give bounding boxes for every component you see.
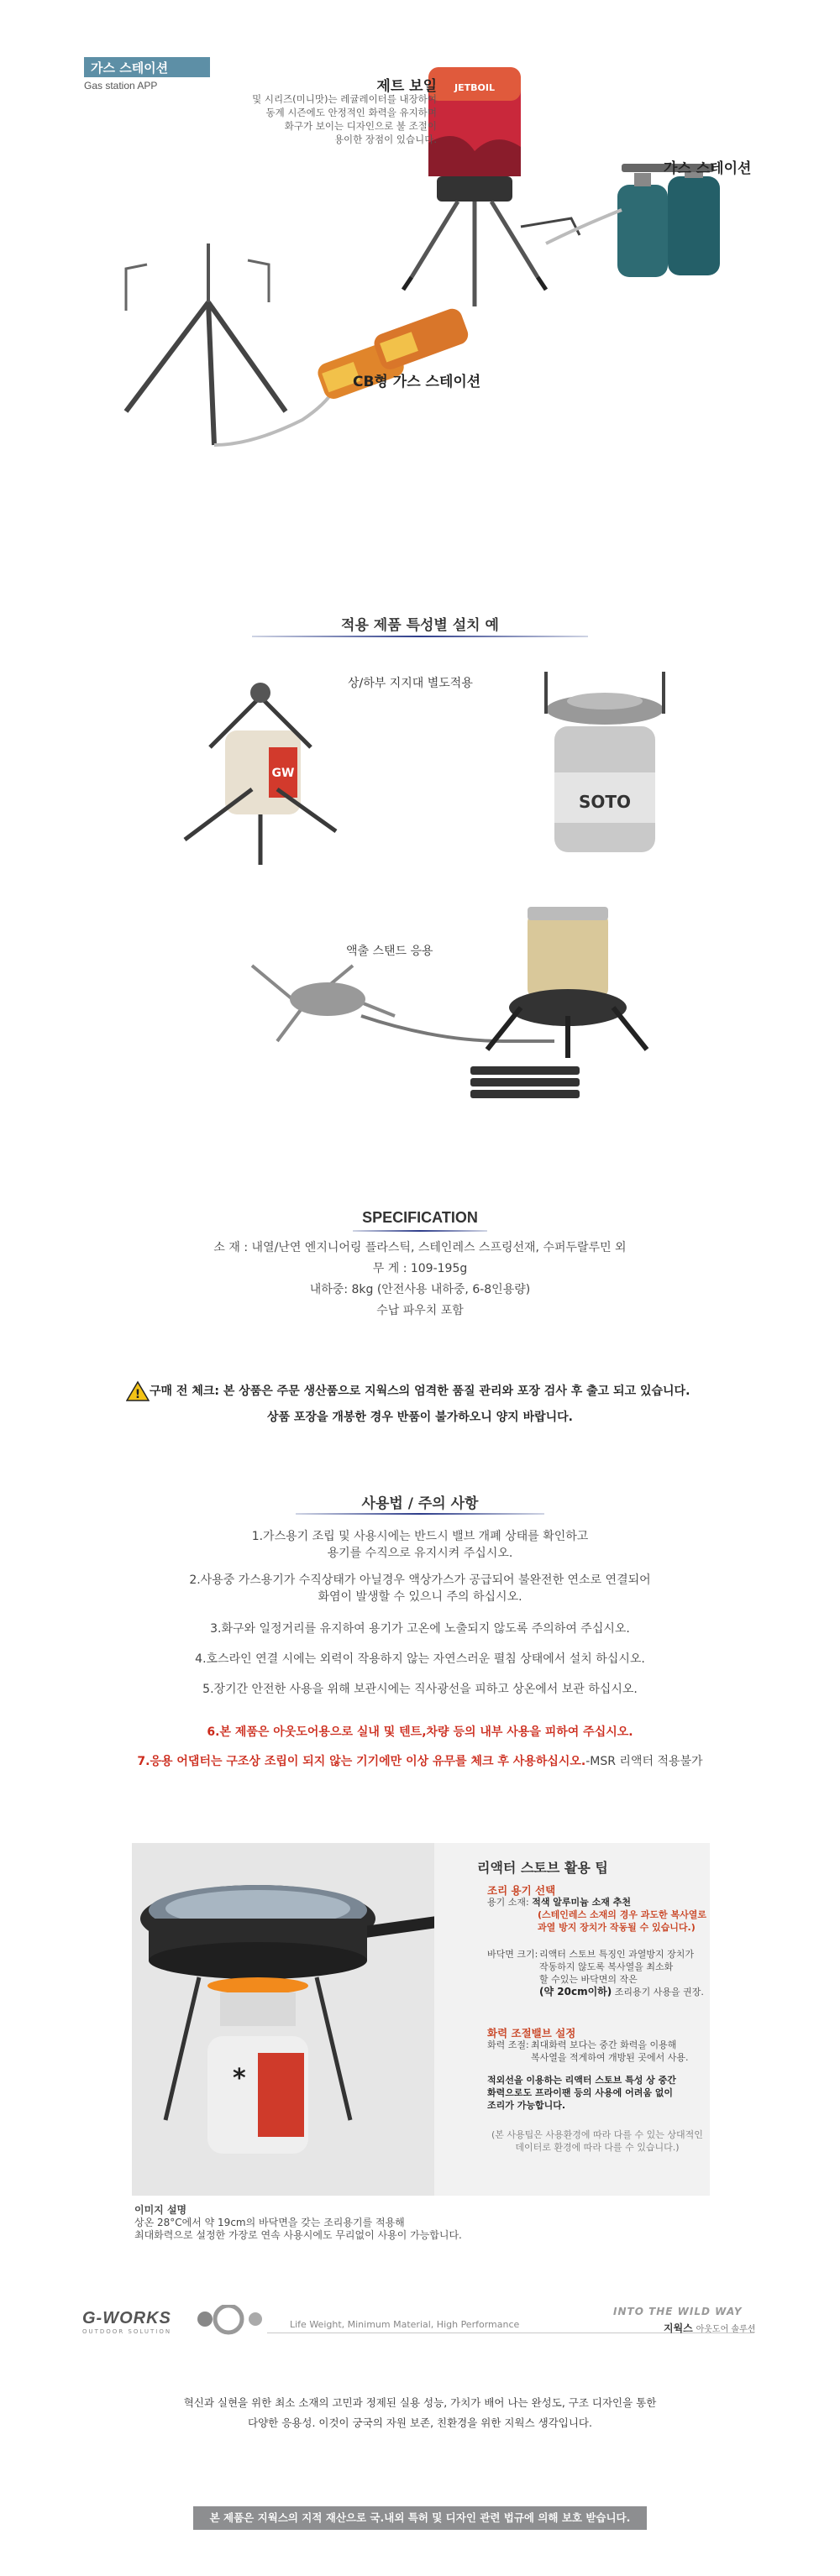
install-heading: 적용 제품 특성별 설치 예 [341, 617, 499, 634]
usage-item-3: 3.화구와 일정거리를 유지하여 용기가 고온에 노출되지 않도록 주의하여 주십시오. [210, 1622, 630, 1636]
usage-item-4: 4.호스라인 연결 시에는 외력이 작용하지 않는 자연스러운 펼침 상태에서 설치 하십시오. [195, 1652, 645, 1666]
page-title-tag: 가스 스테이션 [84, 57, 210, 77]
gworks-logo: G-WORKS [82, 2309, 171, 2327]
usage-item-7: 7.응용 어댑터는 구조상 조립이 되지 않는 기기에만 이상 유무를 체크 후 사용하십시오.-MSR 리액터 적용불가 [137, 1755, 703, 1768]
usage-item-6: 6.본 제품은 아웃도어용으로 실내 및 텐트,차량 등의 내부 사용을 피하여 주십시오. [207, 1725, 633, 1739]
svg-text:GW: GW [271, 767, 295, 780]
brand-tagline: INTO THE WILD WAY [613, 2306, 743, 2317]
spec-heading: SPECIFICATION [362, 1209, 478, 1226]
notice-line-1: 구매 전 체크: 본 상품은 주문 생산품으로 지웍스의 엄격한 품질 관리와 포장 검사 후 출고 되고 있습니다. [150, 1385, 690, 1398]
spec-material: 소 재 : 내열/난연 엔지니어링 플라스틱, 스테인레스 스프링선재, 수퍼두랄루민 외 [213, 1241, 627, 1254]
brand-company: 지웍스 아웃도어 솔루션 [664, 2322, 756, 2334]
stove-canister-image-1 [185, 683, 336, 865]
cb-gas-station-label: CB형 가스 스테이션 [353, 374, 481, 390]
tips-disclaimer: (본 사용팁은 사용환경에 따라 다를 수 있는 상대적인 데이터로 환경에 따라 다를 수 있습니다.) [491, 2129, 703, 2153]
gas-station-label: 가스 스테이션 [664, 160, 752, 177]
tips-material-warning: (스테인레스 소재의 경우 과도한 복사열로 과열 방지 장치가 작동될 수 있습니다.) [538, 1909, 706, 1933]
usage-item-5: 5.장기간 안전한 사용을 위해 보관시에는 직사광선을 피하고 상온에서 보관 하십시오. [202, 1683, 638, 1696]
tips-bottom-size-label: 바닥면 크기: [487, 1949, 538, 1960]
jetboil-title: 제트 보일 [376, 78, 437, 95]
reactor-stove-photo [132, 1843, 434, 2196]
svg-text:*: * [233, 2064, 246, 2093]
page-subtitle: Gas station APP [84, 80, 158, 92]
image-caption: 이미지 설명 상온 28°C에서 약 19cm의 바닥면을 갖는 조리용기를 적용해 최대화력으로 설정한 가장로 연속 사용시에도 무리없이 사용이 가능합니다. [134, 2204, 462, 2241]
install-label-2: 액출 스탠드 응용 [346, 945, 433, 958]
spec-heading-rule [353, 1230, 487, 1232]
warning-icon [126, 1380, 150, 1402]
tips-infrared-note: 적외선을 이용하는 리액터 스토브 특성 상 중간 화력으로도 프라이팬 등의 사용에 어려움 없이 조리가 가능합니다. [487, 2075, 676, 2111]
usage-heading-rule [296, 1513, 544, 1515]
tips-bottom-size: 리액터 스토브 특징인 과열방지 장치가 작동하지 않도록 복사열을 최소화 할 수있는 바닥면의 작은 (약 20cm이하) 조리용기 사용을 권장. [539, 1949, 704, 1997]
spec-load: 내하중: 8kg (안전사용 내하중, 6-8인용량) [309, 1283, 531, 1296]
jetboil-stand-image [403, 202, 580, 306]
install-illustration [0, 647, 840, 1142]
gworks-logo-sub: OUTDOOR SOLUTION [82, 2328, 172, 2335]
gworks-circles-logo [195, 2305, 279, 2338]
jetboil-description: 및 시리즈(미니맛)는 레귤레이터를 내장하여 동계 시즌에도 안정적인 화력을 유지하며 화구가 보이는 디자인으로 불 조절이 용이한 장점이 있습니다. [252, 93, 437, 145]
tips-material: 용기 소재: 적색 알루미늄 소재 추천 [487, 1897, 631, 1908]
tips-fire-control-label: 화력 조절: [487, 2039, 529, 2050]
svg-text:!: ! [134, 1388, 141, 1401]
tips-fire-control: 최대화력 보다는 중간 화력을 이용해 복사열을 적게하여 개방된 곳에서 사용. [531, 2039, 689, 2063]
install-label-1: 상/하부 지지대 별도적용 [348, 677, 473, 690]
notice-line-2: 상품 포장을 개봉한 경우 반품이 불가하오니 양지 바랍니다. [266, 1411, 573, 1424]
spec-list [0, 1238, 840, 1322]
brand-slogan: Life Weight, Minimum Material, High Performance [290, 2319, 520, 2330]
usage-item-1: 1.가스용기 조립 및 사용시에는 반드시 밸브 개폐 상태를 확인하고 용기를 수직으로 유지시켜 주십시오. [251, 1530, 589, 1560]
liquid-stand-image [252, 907, 647, 1098]
tips-title: 리액터 스토브 활용 팁 [477, 1860, 608, 1876]
usage-item-2: 2.사용중 가스용기가 수직상태가 아닐경우 액상가스가 공급되어 불완전한 연소로 연결되어 화염이 발생할 수 있으니 주의 하십시오. [189, 1573, 651, 1604]
usage-heading: 사용법 / 주의 사항 [361, 1495, 479, 1512]
jetboil-logo: JETBOIL [454, 82, 495, 93]
footer-ip-notice: 본 제품은 지웍스의 지적 재산으로 국.내외 특허 및 디자인 관련 법규에 의해 보호 받습니다. [193, 2506, 647, 2530]
cb-stand-image [126, 243, 336, 445]
spec-weight: 무 게 : 109-195g [372, 1262, 468, 1275]
soto-stove-image [546, 672, 664, 852]
spec-pouch: 수납 파우치 포함 [376, 1304, 464, 1317]
tips-section-2-head: 화력 조절밸브 설정 [487, 2027, 576, 2039]
soto-logo: SOTO [578, 792, 632, 812]
tips-section-1-head: 조리 용기 선택 [487, 1884, 556, 1897]
install-heading-rule [252, 636, 588, 637]
brand-description: 혁신과 실현을 위한 최소 소재의 고민과 정제된 실용 성능, 가치가 배어 나는 완성도, 구조 디자인을 통한 다양한 응용성. 이것이 궁국의 자원 보존, 친환경을 위한 지웍스 생각입니다. [183, 2396, 657, 2429]
jetboil-pot-image [428, 67, 521, 202]
